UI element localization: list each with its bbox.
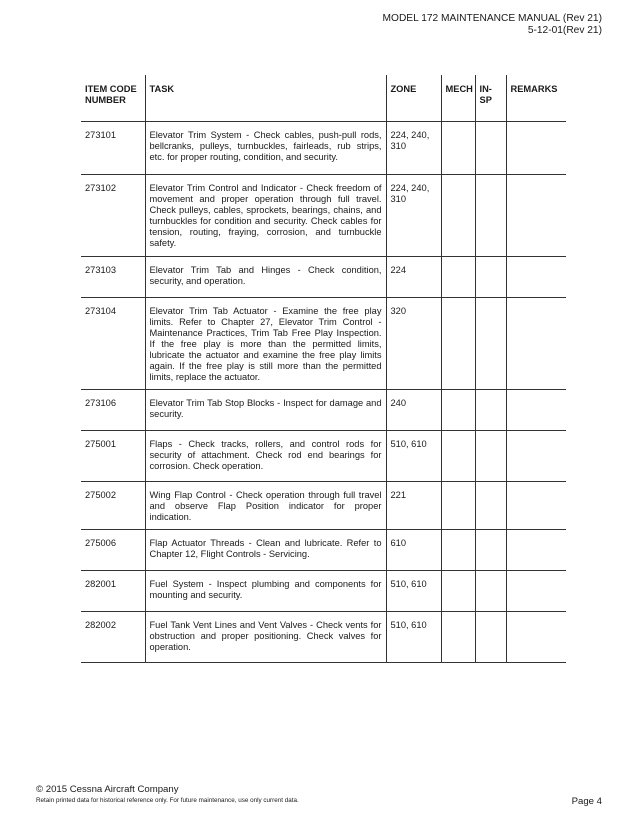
item-code-cell: 273104 <box>81 297 145 389</box>
revision-reference: 5-12-01(Rev 21) <box>527 24 602 36</box>
table-row <box>81 430 566 481</box>
table-row <box>81 174 566 256</box>
remarks-cell <box>506 430 566 481</box>
table-row <box>81 611 566 662</box>
item-code-cell: 273103 <box>81 256 145 297</box>
insp-cell <box>475 481 506 529</box>
insp-cell <box>475 174 506 256</box>
mech-cell <box>441 529 475 570</box>
mech-cell <box>441 389 475 430</box>
document-header <box>383 13 602 36</box>
item-code-cell: 275001 <box>81 430 145 481</box>
table-row <box>81 529 566 570</box>
task-cell: Elevator Trim Tab Stop Blocks - Inspect for damage and security. <box>145 389 386 430</box>
insp-cell <box>475 611 506 662</box>
task-cell: Elevator Trim Tab and Hinges - Check condition, security, and operation. <box>145 256 386 297</box>
table-row <box>81 481 566 529</box>
zone-cell: 224, 240, 310 <box>386 174 441 256</box>
task-cell: Elevator Trim Tab Actuator - Examine the free play limits. Refer to Chapter 27, Elevator Trim Control - Maintenance Practices, Trim Tab Free Play Inspection. If the free play is more than the permitted limits, lubricate the actuator and examine the free play limits again. If the free play is still more than the permitted limits, replace the actuator. <box>145 297 386 389</box>
item-code-cell: 275002 <box>81 481 145 529</box>
zone-cell: 510, 610 <box>386 570 441 611</box>
item-code-cell: 275006 <box>81 529 145 570</box>
item-code-cell: 282002 <box>81 611 145 662</box>
mech-cell <box>441 570 475 611</box>
task-cell: Fuel Tank Vent Lines and Vent Valves - Check vents for obstruction and proper positioning. Check valves for operation. <box>145 611 386 662</box>
manual-title: MODEL 172 MAINTENANCE MANUAL (Rev 21) <box>382 13 602 24</box>
item-code-cell: 273101 <box>81 121 145 174</box>
zone-cell: 320 <box>386 297 441 389</box>
table-row <box>81 256 566 297</box>
item-code-cell: 273102 <box>81 174 145 256</box>
inspection-table <box>81 75 566 663</box>
mech-cell <box>441 174 475 256</box>
mech-cell <box>441 256 475 297</box>
mech-cell <box>441 121 475 174</box>
task-cell: Elevator Trim System - Check cables, push-pull rods, bellcranks, pulleys, turnbuckles, fairleads, rub strips, etc. for proper routing, condition, and security. <box>145 121 386 174</box>
zone-cell: 510, 610 <box>386 430 441 481</box>
zone-cell: 240 <box>386 389 441 430</box>
item-code-cell: 282001 <box>81 570 145 611</box>
remarks-cell <box>506 174 566 256</box>
task-cell: Fuel System - Inspect plumbing and components for mounting and security. <box>145 570 386 611</box>
zone-cell: 221 <box>386 481 441 529</box>
copyright: © 2015 Cessna Aircraft Company <box>36 784 179 795</box>
col-item-code: ITEM CODE NUMBER <box>81 75 145 121</box>
zone-cell: 224 <box>386 256 441 297</box>
retention-notice: Retain printed data for historical reference only. For future maintenance, use only current data. <box>36 797 299 804</box>
insp-cell <box>475 297 506 389</box>
insp-cell <box>475 389 506 430</box>
page-number: Page 4 <box>571 796 602 807</box>
remarks-cell <box>506 256 566 297</box>
remarks-cell <box>506 611 566 662</box>
mech-cell <box>441 297 475 389</box>
remarks-cell <box>506 297 566 389</box>
table-row <box>81 389 566 430</box>
table-row <box>81 570 566 611</box>
remarks-cell <box>506 481 566 529</box>
col-task: TASK <box>145 75 386 121</box>
insp-cell <box>475 256 506 297</box>
table-row <box>81 121 566 174</box>
insp-cell <box>475 121 506 174</box>
remarks-cell <box>506 570 566 611</box>
task-cell: Flap Actuator Threads - Clean and lubricate. Refer to Chapter 12, Flight Controls - Servicing. <box>145 529 386 570</box>
remarks-cell <box>506 389 566 430</box>
remarks-cell <box>506 121 566 174</box>
col-remarks: REMARKS <box>506 75 566 121</box>
item-code-cell: 273106 <box>81 389 145 430</box>
insp-cell <box>475 570 506 611</box>
table-row <box>81 297 566 389</box>
task-cell: Flaps - Check tracks, rollers, and control rods for security of attachment. Check rod end bearings for corrosion. Check operation. <box>145 430 386 481</box>
task-cell: Elevator Trim Control and Indicator - Check freedom of movement and proper operation through full travel. Check pulleys, cables, sprockets, bearings, chains, and turnbuckles for condition and security. Check cables for tension, routing, fraying, corrosion, and turnbuckle safety. <box>145 174 386 256</box>
insp-cell <box>475 430 506 481</box>
col-insp: IN- SP <box>475 75 506 121</box>
mech-cell <box>441 611 475 662</box>
mech-cell <box>441 481 475 529</box>
col-mech: MECH <box>441 75 475 121</box>
mech-cell <box>441 430 475 481</box>
remarks-cell <box>506 529 566 570</box>
insp-cell <box>475 529 506 570</box>
zone-cell: 224, 240, 310 <box>386 121 441 174</box>
zone-cell: 610 <box>386 529 441 570</box>
table-header-row <box>81 75 566 121</box>
zone-cell: 510, 610 <box>386 611 441 662</box>
task-cell: Wing Flap Control - Check operation through full travel and observe Flap Position indicator for proper indication. <box>145 481 386 529</box>
col-zone: ZONE <box>386 75 441 121</box>
